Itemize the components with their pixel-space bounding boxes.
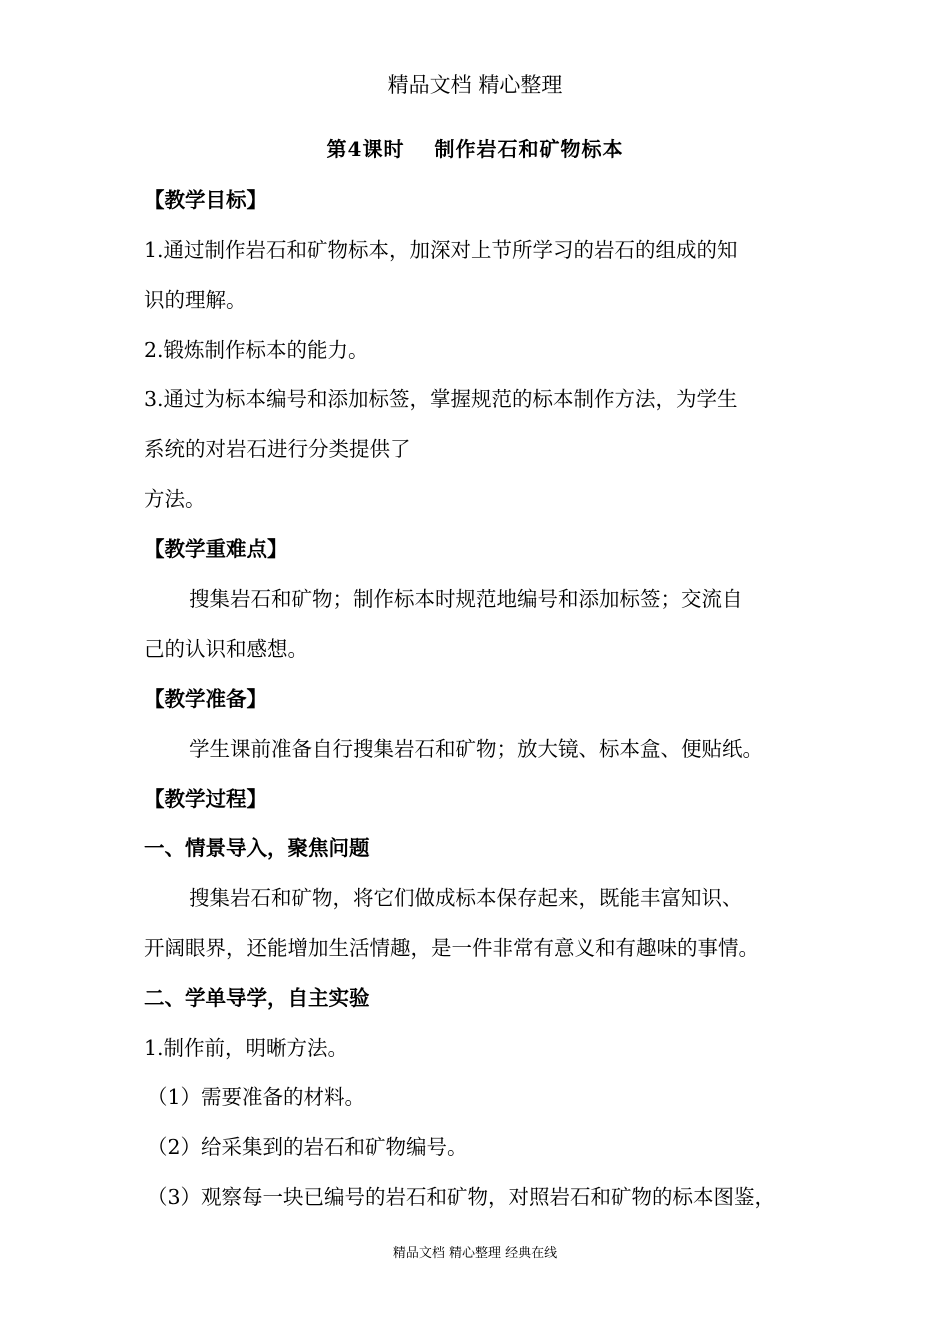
- preparation-heading: 【教学准备】: [144, 687, 267, 711]
- process-heading: 【教学过程】: [144, 787, 267, 811]
- objective-1-line-1: 1.通过制作岩石和矿物标本，加深对上节所学习的岩石的组成的知: [144, 238, 738, 262]
- objective-3-line-2: 系统的对岩石进行分类提供了: [144, 437, 411, 461]
- page-footer: 精品文档 精心整理 经典在线: [392, 1246, 558, 1261]
- keypoints-line-2: 己的认识和感想。: [144, 637, 308, 661]
- part-1-line-1: 搜集岩石和矿物，将它们做成标本保存起来，既能丰富知识、: [189, 886, 743, 910]
- objective-2: 2.锻炼制作标本的能力。: [144, 338, 369, 362]
- objective-1-line-2: 识的理解。: [144, 288, 247, 312]
- step-1-1: （1）需要准备的材料。: [147, 1085, 366, 1109]
- part-2-heading: 二、学单导学，自主实验: [144, 986, 370, 1010]
- lesson-number: 第4课时: [326, 137, 405, 161]
- step-1: 1.制作前，明晰方法。: [144, 1036, 349, 1060]
- objective-3-line-3: 方法。: [144, 487, 206, 511]
- step-1-3: （3）观察每一块已编号的岩石和矿物，对照岩石和矿物的标本图鉴，: [147, 1185, 776, 1209]
- part-1-line-2: 开阔眼界，还能增加生活情趣，是一件非常有意义和有趣味的事情。: [144, 936, 759, 960]
- part-1-heading: 一、情景导入，聚焦问题: [144, 836, 370, 860]
- keypoints-heading: 【教学重难点】: [144, 537, 288, 561]
- keypoints-line-1: 搜集岩石和矿物；制作标本时规范地编号和添加标签；交流自: [189, 587, 743, 611]
- objectives-heading: 【教学目标】: [144, 188, 267, 212]
- page-header: 精品文档 精心整理: [387, 73, 563, 97]
- step-1-2: （2）给采集到的岩石和矿物编号。: [147, 1135, 468, 1159]
- lesson-name: 制作岩石和矿物标本: [434, 137, 624, 161]
- lesson-title: [0, 134, 950, 164]
- preparation-text: 学生课前准备自行搜集岩石和矿物；放大镜、标本盒、便贴纸。: [189, 737, 763, 761]
- objective-3-line-1: 3.通过为标本编号和添加标签，掌握规范的标本制作方法，为学生: [144, 387, 738, 411]
